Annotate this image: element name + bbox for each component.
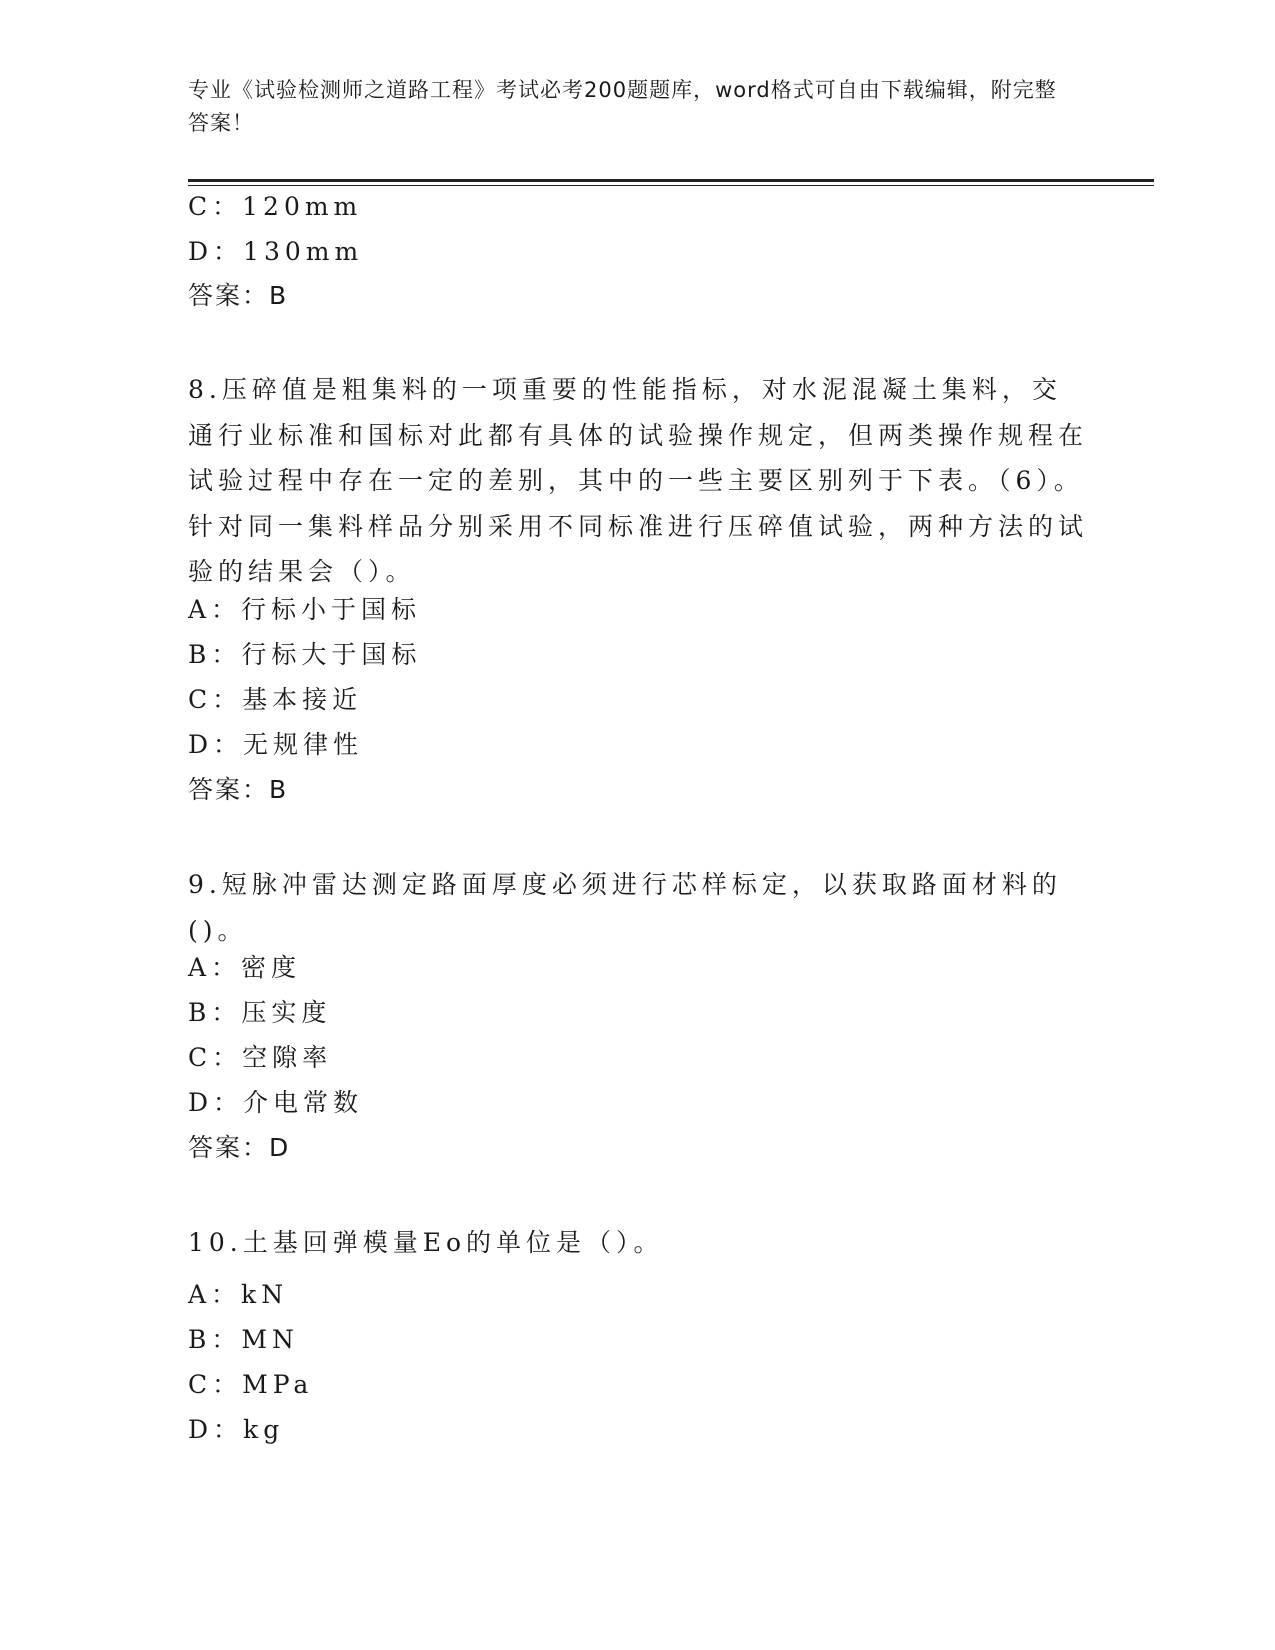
q8-option-d: D：无规律性	[188, 730, 364, 759]
q7-answer: 答案：B	[188, 281, 289, 310]
q9-answer: 答案：D	[188, 1133, 291, 1162]
q8-option-b: B：行标大于国标	[188, 640, 422, 669]
q7-option-c: C：120mm	[188, 192, 363, 221]
q9-option-c: C：空隙率	[188, 1043, 333, 1072]
q10-option-a: A：kN	[188, 1280, 289, 1309]
q9-question: 9.短脉冲雷达测定路面厚度必须进行芯样标定，以获取路面材料的()。	[188, 870, 1062, 945]
q10-option-b: B：MN	[188, 1325, 299, 1354]
q8-question: 8.压碎值是粗集料的一项重要的性能指标，对水泥混凝土集料，交通行业标准和国标对此都有具体的试验操作规定，但两类操作规程在试验过程中存在一定的差别，其中的一些主要区别列于下表。（6）。针对同一集料样品分别采用不同标准进行压碎值试验，两种方法的试验的结果会（）。	[188, 375, 1089, 586]
q8-answer: 答案：B	[188, 775, 289, 804]
header-divider-thin	[188, 185, 1154, 186]
header-divider	[188, 179, 1154, 182]
q10-option-d: D：kg	[188, 1415, 285, 1444]
q9-option-a: A：密度	[188, 953, 302, 982]
q9-option-b: B：压实度	[188, 998, 332, 1027]
q8-option-a: A：行标小于国标	[188, 595, 422, 624]
document-header: 专业《试验检测师之道路工程》考试必考200题题库，word格式可自由下载编辑，附完整答案！	[188, 78, 1057, 135]
q10-question: 10.土基回弹模量Eo的单位是（）。	[188, 1228, 664, 1257]
q9-option-d: D：介电常数	[188, 1088, 364, 1117]
q7-option-d: D：130mm	[188, 237, 364, 266]
q8-option-c: C：基本接近	[188, 685, 363, 714]
q10-option-c: C：MPa	[188, 1370, 314, 1399]
